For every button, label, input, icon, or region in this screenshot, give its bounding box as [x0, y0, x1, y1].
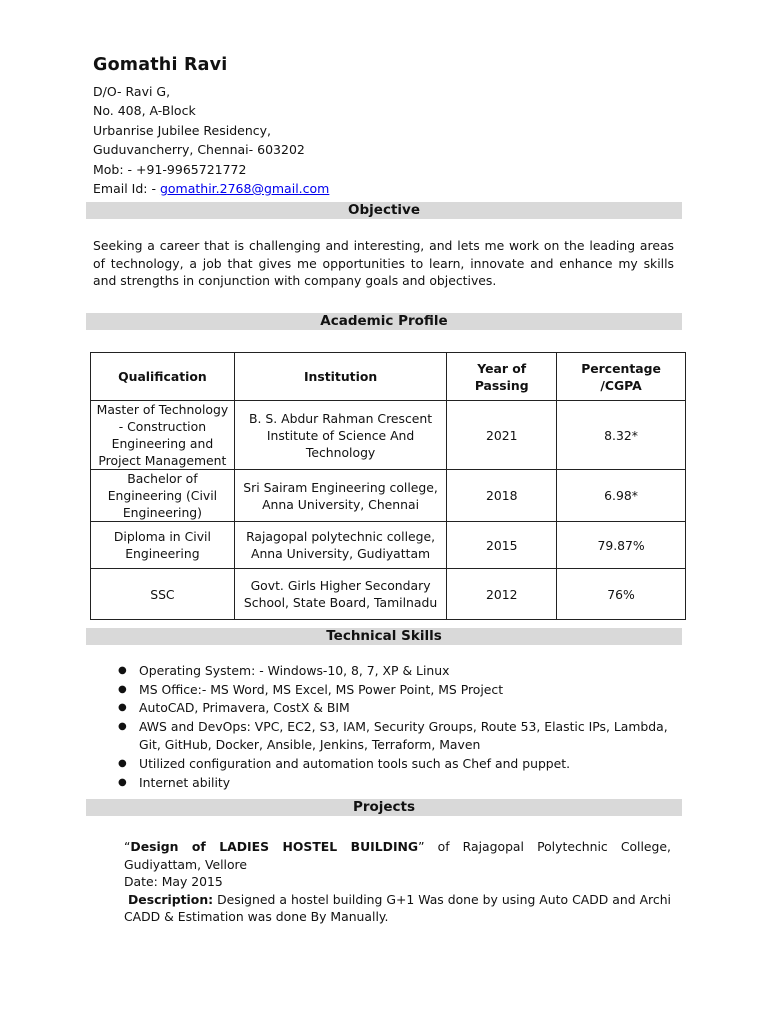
description-label: Description: — [128, 891, 214, 907]
bullet-icon: ● — [118, 720, 127, 732]
qualification-cell: Diploma in Civil Engineering — [91, 522, 235, 569]
contact-block — [93, 82, 329, 198]
bullet-icon: ● — [118, 776, 127, 788]
list-item: ● MS Office:- MS Word, MS Excel, MS Power Point, MS Project — [118, 681, 678, 700]
year-cell: 2018 — [447, 470, 557, 522]
institution-cell: Govt. Girls Higher Secondary School, State Board, Tamilnadu — [234, 569, 447, 620]
list-item: ● AutoCAD, Primavera, CostX & BIM — [118, 699, 678, 718]
institution-cell: Sri Sairam Engineering college, Anna University, Chennai — [234, 470, 447, 522]
institution-cell: Rajagopal polytechnic college, Anna University, Gudiyattam — [234, 522, 447, 569]
project-entry — [124, 838, 671, 926]
score-cell: 8.32* — [557, 401, 686, 470]
objective-heading: Objective — [86, 202, 682, 219]
list-item: ● AWS and DevOps: VPC, EC2, S3, IAM, Security Groups, Route 53, Elastic IPs, Lambda, Git, GitHub, Docker, Ansible, Jenkins, Terraform, Maven — [118, 718, 668, 753]
projects-heading: Projects — [86, 799, 682, 816]
bullet-icon: ● — [118, 683, 127, 695]
year-cell: 2012 — [447, 569, 557, 620]
mobile-line: Mob: - +91-9965721772 — [93, 161, 247, 177]
list-item: ● Utilized configuration and automation tools such as Chef and puppet. — [118, 755, 678, 774]
bullet-icon: ● — [118, 757, 127, 769]
year-cell: 2021 — [447, 401, 557, 470]
score-cell: 79.87% — [557, 522, 686, 569]
project-date: Date: May 2015 — [124, 874, 223, 889]
candidate-name: Gomathi Ravi — [93, 55, 228, 75]
project-description: Description: Designed a hostel building G+1 Was done by using Auto CADD and Archi CADD & Estimation was done By Manually. — [124, 891, 671, 924]
table-row — [91, 569, 686, 620]
project-title: Design of LADIES HOSTEL BUILDING — [130, 839, 419, 854]
table-row — [91, 470, 686, 522]
bullet-icon: ● — [118, 665, 127, 676]
table-row — [91, 522, 686, 569]
qualification-cell: Master of Technology - Construction Engineering and Project Management — [91, 401, 235, 470]
address-line: No. 408, A-Block — [93, 103, 196, 119]
list-item: ● Internet ability — [118, 774, 678, 793]
column-header: Institution — [234, 353, 447, 401]
address-line: Guduvancherry, Chennai- 603202 — [93, 142, 305, 158]
year-cell: 2015 — [447, 522, 557, 569]
score-cell: 6.98* — [557, 470, 686, 522]
column-header: Year of Passing — [447, 353, 557, 401]
skills-list — [118, 662, 678, 792]
qualification-cell: SSC — [91, 569, 235, 620]
academic-heading: Academic Profile — [86, 313, 682, 330]
address-line: D/O- Ravi G, — [93, 84, 171, 99]
academic-table — [90, 352, 686, 620]
skills-heading: Technical Skills — [86, 628, 682, 645]
column-header: Qualification — [91, 353, 235, 401]
column-header: Percentage /CGPA — [557, 353, 686, 401]
bullet-icon: ● — [118, 702, 127, 714]
email-link[interactable]: gomathir.2768@gmail.com — [159, 180, 330, 196]
qualification-cell: Bachelor of Engineering (Civil Engineering) — [91, 470, 235, 522]
table-row — [91, 401, 686, 470]
institution-cell: B. S. Abdur Rahman Crescent Institute of Science And Technology — [234, 401, 447, 470]
email-label: Email Id: - — [93, 180, 160, 196]
project-title-line: “Design of LADIES HOSTEL BUILDING” of Rajagopal Polytechnic College, Gudiyattam, Vellore — [124, 839, 671, 872]
email-line — [93, 179, 329, 198]
table-header-row — [91, 353, 686, 401]
score-cell: 76% — [557, 569, 686, 620]
list-item: ● Operating System: - Windows-10, 8, 7, XP & Linux — [118, 662, 678, 681]
objective-text: Seeking a career that is challenging and interesting, and lets me work on the leading areas of technology, a job that gives me opportunities to learn, innovate and enhance my skills and strengths in conjunction with company goals and objectives. — [93, 238, 674, 288]
address-line: Urbanrise Jubilee Residency, — [93, 122, 272, 138]
